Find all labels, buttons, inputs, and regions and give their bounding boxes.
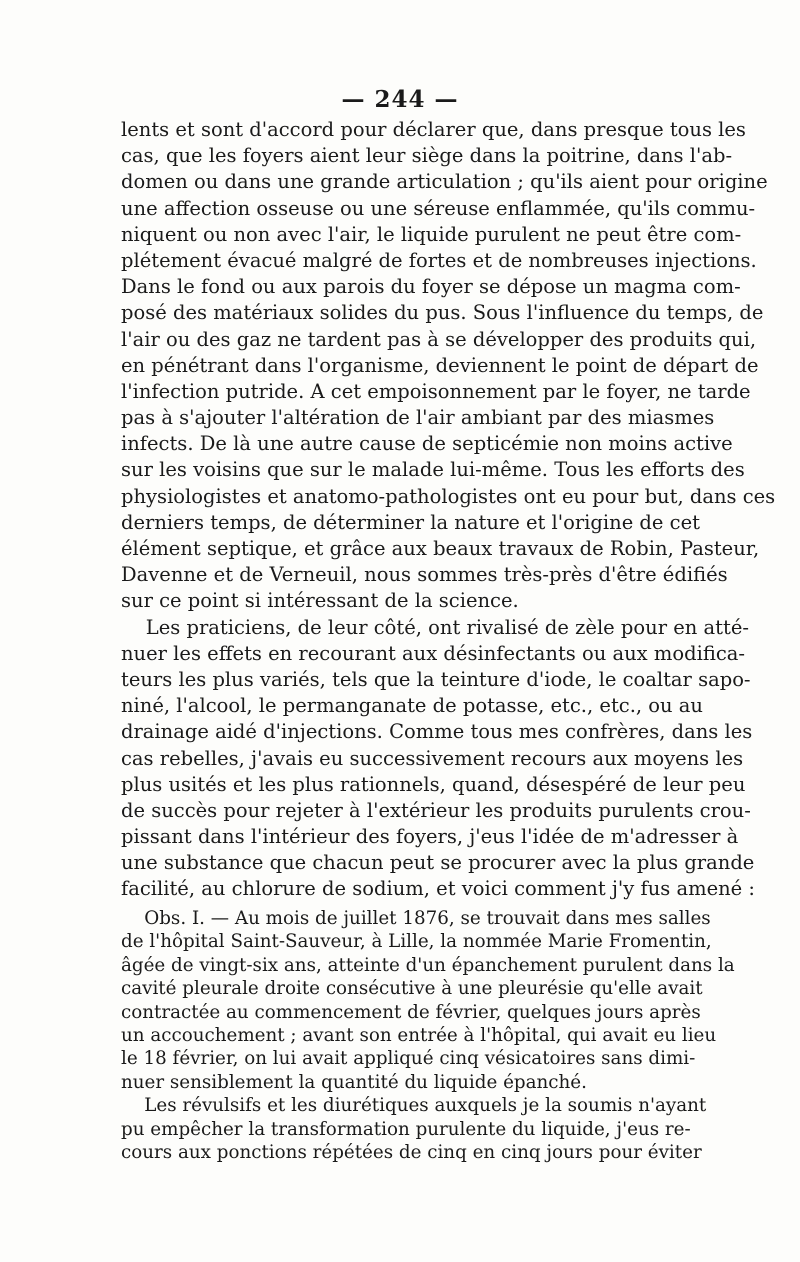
- text-line: Dans le fond ou aux parois du foyer se dépose un magma com-: [121, 275, 741, 299]
- text-line: cours aux ponctions répétées de cinq en cinq jours pour éviter: [121, 1141, 702, 1163]
- text-line: derniers temps, de déterminer la nature et l'origine de cet: [121, 510, 700, 534]
- text-line: cas, que les foyers aient leur siège dans la poitrine, dans l'ab-: [121, 144, 733, 168]
- text-line: nuer les effets en recourant aux désinfectants ou aux modifica-: [121, 641, 745, 665]
- observation-text: [121, 907, 735, 1164]
- text-line: facilité, au chlorure de sodium, et voici comment j'y fus amené :: [121, 877, 755, 901]
- text-line: contractée au commencement de février, quelques jours après: [121, 1001, 701, 1023]
- text-line: niné, l'alcool, le permanganate de potasse, etc., etc., ou au: [121, 694, 703, 718]
- text-line: Davenne et de Verneuil, nous sommes très-près d'être édifiés: [121, 563, 728, 587]
- text-line: lents et sont d'accord pour déclarer que, dans presque tous les: [121, 118, 746, 141]
- text-line: teurs les plus variés, tels que la teinture d'iode, le coaltar sapo-: [121, 667, 751, 691]
- text-line: niquent ou non avec l'air, le liquide purulent ne peut être com-: [121, 222, 742, 246]
- text-line: un accouchement ; avant son entrée à l'hôpital, qui avait eu lieu: [121, 1024, 717, 1046]
- text-line: l'air ou des gaz ne tardent pas à se développer des produits qui,: [121, 327, 757, 351]
- text-line: drainage aidé d'injections. Comme tous mes confrères, dans les: [121, 720, 753, 744]
- text-line: élément septique, et grâce aux beaux travaux de Robin, Pasteur,: [121, 537, 760, 560]
- text-line: domen ou dans une grande articulation ; qu'ils aient pour origine: [121, 170, 768, 194]
- text-line: nuer sensiblement la quantité du liquide épanché.: [121, 1071, 587, 1093]
- text-line: une substance que chacun peut se procurer avec la plus grande: [121, 851, 755, 875]
- text-line: physiologistes et anatomo-pathologistes ont eu pour but, dans ces: [121, 484, 776, 508]
- text-line: posé des matériaux solides du pus. Sous l'influence du temps, de: [121, 301, 764, 325]
- text-line: pas à s'ajouter l'altération de l'air ambiant par des miasmes: [121, 406, 715, 430]
- text-line: plétement évacué malgré de fortes et de nombreuses injections.: [121, 248, 757, 272]
- text-line: plus usités et les plus rationnels, quand, désespéré de leur peu: [121, 772, 746, 796]
- text-line: pissant dans l'intérieur des foyers, j'eus l'idée de m'adresser à: [121, 825, 739, 849]
- text-line: sur les voisins que sur le malade lui-même. Tous les efforts des: [121, 458, 745, 482]
- text-line: cas rebelles, j'avais eu successivement recours aux moyens les: [121, 746, 744, 770]
- text-line: l'infection putride. A cet empoisonnement par le foyer, ne tarde: [121, 379, 751, 403]
- text-line: sur ce point si intéressant de la science.: [121, 589, 519, 613]
- page-number: — 244 —: [341, 86, 459, 113]
- text-line: âgée de vingt-six ans, atteinte d'un épanchement purulent dans la: [121, 954, 735, 976]
- text-line: de succès pour rejeter à l'extérieur les produits purulents crou-: [121, 798, 751, 822]
- text-line: Les révulsifs et les diurétiques auxquels je la soumis n'ayant: [121, 1095, 707, 1117]
- text-line: de l'hôpital Saint-Sauveur, à Lille, la nommée Marie Fromentin,: [121, 931, 712, 953]
- text-line: Obs. I. — Au mois de juillet 1876, se trouvait dans mes salles: [121, 908, 711, 929]
- main-text: [121, 117, 776, 903]
- text-line: cavité pleurale droite consécutive à une pleurésie qu'elle avait: [121, 978, 703, 1000]
- text-line: une affection osseuse ou une séreuse enflammée, qu'ils commu-: [121, 196, 756, 220]
- text-line: pu empêcher la transformation purulente du liquide, j'eus re-: [121, 1118, 691, 1140]
- text-line: le 18 février, on lui avait appliqué cinq vésicatoires sans dimi-: [121, 1048, 696, 1070]
- text-line: en pénétrant dans l'organisme, deviennent le point de départ de: [121, 353, 759, 377]
- text-line: Les praticiens, de leur côté, ont rivalisé de zèle pour en atté-: [121, 615, 749, 639]
- text-line: infects. De là une autre cause de septicémie non moins active: [121, 432, 733, 456]
